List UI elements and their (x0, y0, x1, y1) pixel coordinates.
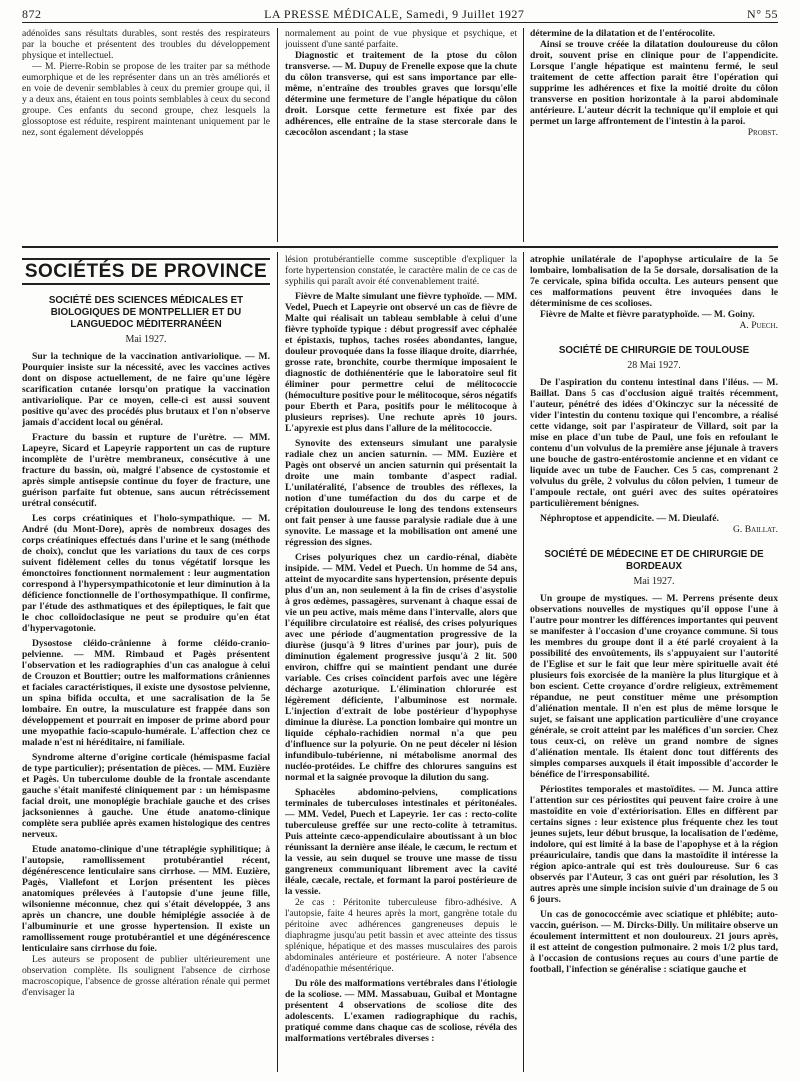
paragraph: Ainsi se trouve créée la dilatation douloureuse du côlon droit, souvent prise en clinique pour de l'appendicite. Lorsque l'angle hépatique est maintenu fermé, le seul traitement de cette affection parait être l'opération qui supprime les adhérences et fixe la moitié droite du côlon transverse en position horizontale à la paroi abdominale antérieure. L'auteur décrit la technique qu'il emploie et qui permet un large affrontement de l'intestin à la paroi. (530, 39, 778, 127)
main-column-2 (285, 254, 517, 1076)
top-column-1 (22, 28, 270, 242)
author-signature: A. Puech. (739, 320, 778, 331)
journal-title: LA PRESSE MÉDICALE, Samedi, 9 Juillet 1927 (264, 6, 525, 21)
session-date: Mai 1927. (125, 334, 167, 345)
paragraph: adénoïdes sans résultats durables, sont restés des respirateurs par la bouche et présentent des troubles du développement physique et intellectuel. (22, 28, 270, 61)
paragraph: Du rôle des malformations vertébrales dans l'étiologie de la scoliose. — MM. Massabuau, Guibal et Montagne présentent 4 observations de scoliose dite des adolescents. L'examen radiographique du rachis, pratiqué comme dans chaque cas de scoliose, révéla des malformations vertébrales diverses : (285, 978, 517, 1044)
column-rule (277, 252, 278, 1072)
main-column-3 (530, 254, 778, 1076)
column-rule (277, 28, 278, 242)
paragraph: Etude anatomo-clinique d'une tétraplégie syphilitique; à l'autopsie, ramollissement protubérantiel récent, dégénérescence lenticulaire sans cirrhose. — MM. Euzière, Pagès, Viallefont et Lorjon présentent les pièces anatomiques prélevées à l'autopsie d'une jeune fille, wilsonienne méconnue, chez qui s'était développée, 3 ans après un chancre, une double hémiplégie associée à de l'albuminurie et une grosse hypertension. Il existe un ramollissement rouge protubérantiel et une dégénérescence lenticulaire sans cirrhose du foie. (22, 844, 270, 954)
paragraph: Fracture du bassin et rupture de l'urètre. — MM. Lapeyre, Sicard et Lapeyrie rapportent un cas de rupture incomplète de l'urètre membraneux, consécutive à une fracture du bassin, où, malgré l'absence de cystostomie et après simple antisepsie continue du foyer de fracture, une guérison parfaite fut obtenue, sans aucun rétrécissement urétral consécutif. (22, 432, 270, 509)
author-signature: G. Baillat. (732, 524, 778, 535)
section-divider (22, 246, 778, 248)
paragraph: Synovite des extenseurs simulant une paralysie radiale chez un ancien saturnin. — MM. Euzière et Pagès ont observé un ancien saturnin qui présentait la droite une main tombante d'aspect radial. L'unilatéralité, l'absence de troubles des réflexes, la notion d'une tuméfaction du dos du carpe et de crépitation douloureuse le long des tendons extenseurs ont fait penser à une fausse paralysie radiale due à une synovite. Le massage et la mobilisation ont amené une régression des signes. (285, 438, 517, 548)
paragraph: Sphacèles abdomino-pelviens, complications terminales de tuberculoses intestinales et péritonéales. — MM. Vedel, Puech et Lapeyrie. 1er cas : recto-colite tuberculeuse greffée sur une recto-colite à tetramitus. Puis atteinte cæco-appendiculaire aboutissant à un bloc réunissant la dernière anse iléale, le cæcum, le rectum et la vessie, au sein duquel se trouve une masse de tissu gangreneux communiquant librement avec la cavité iléale, cæcale, rectale, et formant la paroi postérieure de la vessie. (285, 787, 517, 897)
main-column-1 (22, 254, 270, 1076)
paragraph: Fièvre de Malte et fièvre paratyphoïde. — M. Goiny. (540, 309, 755, 320)
paragraph: De l'aspiration du contenu intestinal dans l'iléus. — M. Baillat. Dans 5 cas d'occlusion aiguë traités récemment, l'auteur, pénétré des idées d'Okinczyc sur la nécessité de vider l'intestin du contenu toxique qui l'encombre, a réalisé cette vidange, soit par l'aspirateur de Villard, soit par la mise en place d'un tube de Paul, une fois en refoulant le contenu d'un volvulus de la première anse jéjunale à travers une bouche de gastro-entérostomie ancienne et en vidant ce liquide avec un tube de Faucher. Ces 5 cas, comprenant 2 volvulus du grêle, 2 volvulus du côlon pelvien, 1 tumeur de l'ampoule rectale, ont guéri avec des suites opératoires particulièrement bénignes. (530, 377, 778, 509)
session-date: Mai 1927. (633, 576, 675, 587)
paragraph: Dysostose cléido-crânienne à forme cléido-cranio-pelvienne. — MM. Rimbaud et Pagès présentent l'observation et les radiographies d'un cas analogue à celui de Crouzon et Bouttier; outre les malformations crâniennes et faciales caractéristiques, il existe une dysostose pelvienne, un spina bifida occulta, et une sacralisation de la 5e lombaire. En outre, la musculature est frappée dans son développement et pourrait en imposer de prime abord pour une myopathie facio-scapulo-humérale. L'affection chez ce malade n'est ni héréditaire, ni familiale. (22, 638, 270, 748)
paragraph: 2e cas : Péritonite tuberculeuse fibro-adhésive. A l'autopsie, faite 4 heures après la mort, gangrène totale du péritoine avec adhérences gangreneuses depuis le diaphragme jusqu'au petit bassin et avec atteinte des tissus splénique, hépatique et des masses musculaires des parois abdominales antérieure et postérieure. A noter l'absence d'adénopathie mésentérique. (285, 897, 517, 974)
paragraph: Un cas de gonococcémie avec sciatique et phlébite; auto-vaccin, guérison. — M. Dircks-Dilly. Un militaire observe un écoulement intermittent et non douloureux. 21 jours après, il est atteint de congestion pulmonaire. 2 mois 1/2 plus tard, à l'occasion de contusions reçues au cours d'une partie de football, l'infection se généralise : sciatique gauche et (530, 909, 778, 975)
society-title-bordeaux: SOCIÉTÉ DE MÉDECINE ET DE CHIRURGIE DE BORDEAUX (544, 549, 764, 572)
paragraph: Un groupe de mystiques. — M. Perrens présente deux observations nouvelles de mystiques qu'il oppose l'une à l'autre pour montrer les différences importantes qui peuvent se manifester à l'occasion d'une croyance commune. Si tous les membres du groupe dont il a été parlé croyaient à la possibilité des envoûtements, ils s'appuyaient sur l'autorité de l'Eglise et sur le fait que leur mère spirituelle avait été plusieurs fois exorcisée de la manière la plus liturgique et à bon escient. Cette croyance d'ordre religieux, extrêmement répandue, ne peut constituer même une présomption d'aliénation mentale. Il n'en est plus de même lorsque le sujet, se faisant une application particulière d'une croyance générale, se croit atteint par les maléfices d'un sorcier. Chez tous ceux-ci, on relève un grand nombre de signes d'aliénation mentale. Ils étaient donc tout différents des simples comparses auxquels il était impossible d'accorder le bénéfice de l'irresponsabilité. (530, 593, 778, 780)
paragraph: Crises polyuriques chez un cardio-rénal, diabète insipide. — MM. Vedel et Puech. Un homme de 54 ans, atteint de myocardite sans hypertension, présente depuis plus d'un an, non seulement à la fin de crises d'asystolie à gros œdèmes, passagères, survenant à chaque essai de vie un peu active, mais même dans l'intervalle, alors que l'équilibre circulatoire est réalisé, des crises polyuriques avec une période d'augmentation progressive de la diurèse (jusqu'à 9 litres d'urines par jour), puis de diminution également progressive jusqu'à 2 lit. 500 environ, chiffre qui se maintient pendant une durée variable. Ces crises coïncident parfois avec une légère décharge azoturique. L'élimination chlorurée est légèrement déficiente, l'albuminose est normale. L'injection d'extrait de lobe postérieur d'hypophyse diminue la diurèse. La ponction lombaire qui montre un liquide céphalo-rachidien normal n'a que peu d'influence sur la polyurie. On ne peut déceler ni lésion infundibulo-tubérienne, ni métabolisme anormal des nucléo-protéides. Le chiffre des chlorures sanguins est normal et la saignée provoque la dilution du sang. (285, 552, 517, 783)
paragraph: Sur la technique de la vaccination antivariolique. — M. Pourquier insiste sur la nécessité, avec les vaccines actives dont on dispose actuellement, de ne faire qu'une légère scarification cutanée lorsqu'on pratique la vaccination antivariolique. Par ce moyen, celle-ci est aussi souvent positive qu'avec des procédés plus brutaux et l'on n'observe jamais d'accident local ou général. (22, 351, 270, 428)
paragraph: Les auteurs se proposent de publier ultérieurement une observation complète. Ils soulignent l'absence de cirrhose macroscopique, l'absence de grosse altération rénale qui permet d'envisager la (22, 954, 270, 998)
paragraph: Les corps créatiniques et l'holo-sympathique. — M. André (du Mont-Dore), après de nombreux dosages des corps créatiniques effectués dans l'urine et le sang (méthode de choix), conclut que les variations du taux de ces corps suivent fidèlement celles du tonus végétatif lorsque les émonctoires fonctionnent normalement : leur augmentation correspond à l'hypersympathicotonie et leur diminution à la déficience fonctionnelle de l'orthosympathique. Il confirme, par l'étude des asthmatiques et des épileptiques, le fait que le choc colloïdoclasique ne peut se produire qu'en état d'hypervagotonie. (22, 513, 270, 634)
section-banner: SOCIÉTÉS DE PROVINCE (22, 258, 270, 285)
session-date: 28 Mai 1927. (627, 360, 681, 371)
author-signature: Probst. (747, 127, 778, 138)
page-number: 872 (22, 6, 42, 21)
top-column-3 (530, 28, 778, 242)
society-title-toulouse: SOCIÉTÉ DE CHIRURGIE DE TOULOUSE (558, 345, 750, 356)
paragraph: Diagnostic et traitement de la ptose du côlon transverse. — M. Dupuy de Frenelle expose que la chute du côlon transverse, qui est sans importance par elle-même, n'entraîne des troubles graves que lorsqu'elle détermine une fermeture de l'angle hépatique du côlon droit. Lorsque cette fermeture est fixée par des adhérences, elle entraîne de la stase stercorale dans le cæcocôlon ascendant ; la stase (285, 50, 517, 138)
paragraph: Fièvre de Malte simulant une fièvre typhoïde. — MM. Vedel, Puech et Lapeyrie ont observé un cas de fièvre de Malte qui réalisait un tableau semblable à celui d'une fièvre typhoïde typique : début progressif avec céphalée et épistaxis, tuphos, taches rosées abondantes, langue, douleur provoquée dans la fosse iliaque droite, diarrhée, grosse rate, bronchite, courbe thermique imposaient le diagnostic de dothiénentérie que le laboratoire seul fit éliminer pour permettre celui de mélitococcie (hémoculture positive pour le mélitocoque, séros négatifs pour Eberth et Para, positifs pour le mélitocoque à plusieurs reprises). Une rechute après 10 jours. L'apyrexie est plus dans l'allure de la mélitococcie. (285, 291, 517, 434)
column-rule (523, 252, 524, 1072)
issue-number: N° 55 (747, 6, 778, 21)
paragraph: lésion protubérantielle comme susceptible d'expliquer la forte hypertension constatée, le caractère malin de ce cas de syphilis qui paraît avoir été convenablement traité. (285, 254, 517, 287)
paragraph: atrophie unilatérale de l'apophyse articulaire de la 5e lombaire, lombalisation de la 5e dorsale, dorsalisation de la 7e cervicale, spina bifida occulta. Les auteurs pensent que ces malformations peuvent être invoquées dans le déterminisme de ces scolioses. (530, 254, 778, 309)
society-title-montpellier: SOCIÉTÉ DES SCIENCES MÉDICALES ET BIOLOGIQUES DE MONTPELLIER ET DU LANGUEDOC MÉDITERRANÉEN (48, 295, 244, 330)
running-header (22, 6, 778, 23)
paragraph: Syndrome alterne d'origine corticale (hémispasme facial de type particulier); présentation de pièces. — MM. Euzière et Pagès. Un tuberculome double de la frontale ascendante gauche s'était manifesté cliniquement par : un hémispasme facial droit, une monoplégie brachiale gauche et des crises jacksoniennes à gauche. Une étude anatomo-clinique complète sera publiée après examen histologique des centres nerveux. (22, 752, 270, 840)
paragraph: Périostites temporales et mastoïdites. — M. Junca attire l'attention sur ces périostites qui peuvent faire croire à une mastoïdite en voie d'extériorisation. Elles en diffèrent par certains signes : leur existence plus fréquente chez les tout jeunes sujets, leur début brusque, la localisation de l'œdème, indolore, qui est limité à la base de l'apophyse et à la région préauriculaire, tandis que dans la mastoïdite il intéresse la région apico-antrale qui est très douloureuse. Sur 6 cas observés par l'Auteur, 3 cas ont guéri par résolution, les 3 autres après une simple incision suivie d'un drainage de 5 ou 6 jours. (530, 784, 778, 905)
paragraph: normalement au point de vue physique et psychique, et jouissent d'une santé parfaite. (285, 28, 517, 50)
column-rule (523, 28, 524, 242)
paragraph: — M. Pierre-Robin se propose de les traiter par sa méthode eumorphique et de les représenter dans un an très améliorés et en voie de devenir semblables à ceux du premier groupe qui, il y a deux ans, étaient en tous points semblables à ceux du second groupe. Ces enfants du second groupe, chez lesquels la glossoptose est réduite, respirent maintenant uniquement par le nez, sont également développés (22, 61, 270, 138)
paragraph: Néphroptose et appendicite. — M. Dieulafé. (540, 513, 719, 524)
top-column-2 (285, 28, 517, 242)
paragraph: détermine de la dilatation et de l'entérocolite. (530, 28, 715, 39)
